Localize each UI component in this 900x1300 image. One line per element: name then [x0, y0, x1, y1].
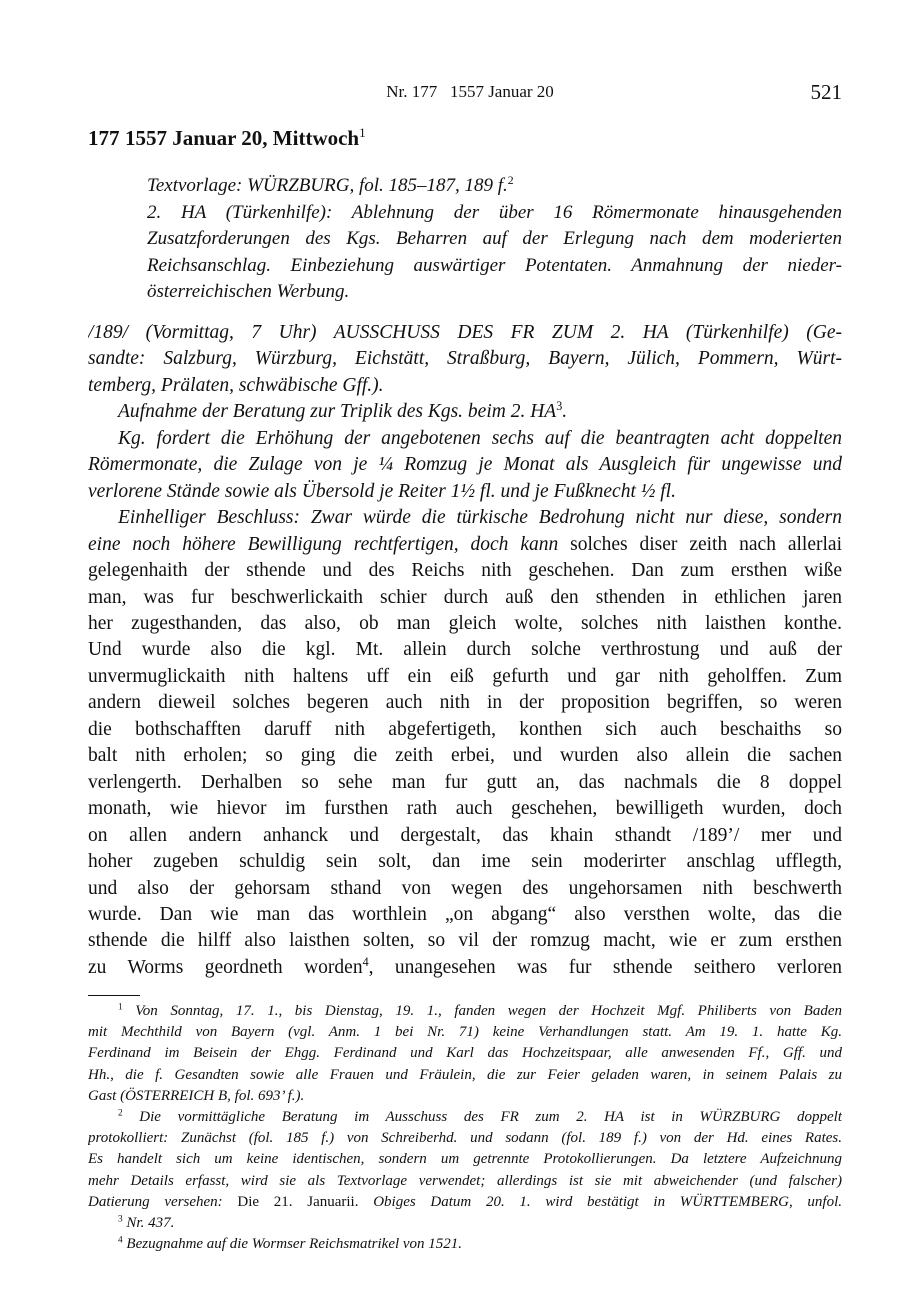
footnote-line: Gast (ÖSTERREICH B, fol. 693’ f.). [88, 1087, 305, 1104]
text-source-line [147, 173, 842, 200]
footnote-4 [88, 1234, 842, 1255]
resolution-paragraph [88, 505, 842, 981]
document-number: 177 [88, 126, 120, 150]
text-line: her zugesthanden, das also, ob man gleich wolte, solches nith laisthen konthe. [88, 612, 842, 634]
footnote-2 [88, 1107, 842, 1213]
text-line: Einhelliger Beschluss: Zwar würde die türkische Bedrohung nicht nur diese, sondern [118, 507, 842, 529]
quoted-source-lines [88, 558, 842, 955]
text-line: und also der gehorsam sthand von wegen des ungehorsamen nith beschwerth [88, 877, 842, 899]
text-line [88, 399, 842, 425]
text-line: temberg, Prälaten, schwäbische Gff.). [88, 374, 384, 396]
text-line: Und wurde also die kgl. Mt. allein durch solche verthrostung und auß der [88, 639, 842, 661]
running-title: Nr. 177 1557 Januar 20 [386, 82, 554, 101]
footnote-line: Ferdinand im Beisein der Ehgg. Ferdinand und Karl das Hochzeitspaar, alle anwesenden Ff., Gff. und [88, 1045, 842, 1062]
page-number: 521 [810, 80, 842, 104]
footnote-1 [88, 1001, 842, 1107]
footnote-line: mit Mechthild von Bayern (vgl. Anm. 1 bei Nr. 71) keine Verhandlungen statt. Am 19. 1. hatte Kg. [88, 1024, 842, 1041]
text-line [88, 532, 842, 558]
text-line: monath, wie hievor im fursthen rath auch geschehen, bewilligeth wurden, doch [88, 798, 842, 820]
text-line: hoher zugeben schuldig sein solt, dan ime sein moderirter anschlag ufflegth, [88, 851, 842, 873]
text-line: sandte: Salzburg, Würzburg, Eichstätt, Straßburg, Bayern, Jülich, Pommern, Würt- [88, 348, 842, 370]
footnote-line: mehr Details erfasst, wird sie als Textvorlage verwendet; allerdings ist sie mit abweichender (und falscher) [88, 1172, 842, 1189]
text-line: /189/ (Vormittag, 7 Uhr) AUSSCHUSS DES FR ZUM 2. HA (Türkenhilfe) (Ge- [88, 322, 842, 343]
main-text [88, 320, 842, 981]
footnote-line: Es handelt sich um keine identischen, sondern um getrennte Protokollierungen. Da letztere Aufzeichnung [88, 1151, 842, 1168]
text-line: gelegenhaith der sthende und des Reichs nith geschehen. Dan zum ersthen wiße [88, 560, 842, 582]
summary-line: 2. HA (Türkenhilfe): Ablehnung der über 16 Römermonate hinausgehenden [147, 201, 842, 223]
text-line: Kg. fordert die Erhöhung der angebotenen sechs auf die beantragten acht doppelten [118, 427, 842, 449]
summary-text: Textvorlage: WÜRZBURG, fol. 185–187, 189 f. [147, 175, 508, 196]
text-span: , unangesehen was fur sthende seithero verloren [368, 956, 842, 978]
summary-line: österreichischen Werbung. [147, 281, 350, 302]
text-span: Die vormittägliche Beratung im Ausschuss des FR zum 2. HA ist in WÜRZBURG doppelt [139, 1109, 842, 1126]
footnote-ref: 3 [556, 399, 563, 414]
text-span: . [562, 401, 568, 423]
footnote-ref: 1 [359, 125, 366, 141]
footnote-ref: 4 [362, 954, 369, 969]
text-line: man, was fur beschwerlickaith schier durch auß den sthenden in ethlichen jaren [88, 586, 842, 608]
footnote-ref: 2 [507, 173, 514, 187]
text-line: unvermuglickaith nith haltens uff ein eiß gefurth und gar nith geholffen. Zum [88, 665, 842, 687]
summary-line: Zusatzforderungen des Kgs. Beharren auf der Erlegung nach dem moderierten [147, 228, 842, 249]
text-span: Die 21. Januarii. [222, 1193, 359, 1210]
footnote-mark: 1 [118, 1002, 123, 1013]
king-demand-paragraph [88, 426, 842, 505]
footnotes [88, 1001, 842, 1255]
text-span: Aufnahme der Beratung zur Triplik des Kgs. beim 2. HA [118, 401, 557, 423]
text-span: Nr. 437. [126, 1215, 175, 1232]
footnote-line [88, 1001, 842, 1022]
footnote-mark: 4 [118, 1235, 123, 1246]
footnote-3 [88, 1213, 842, 1234]
text-line: wurde. Dan wie man das worthlein „on abgang“ also versthen wolte, das die [88, 903, 842, 925]
text-span: Datierung versehen: [88, 1193, 223, 1210]
text-line: sthende die hilff also laisthen solten, so vil der romzug macht, wie er zum ersthen [88, 930, 842, 952]
footnote-line: Hh., die f. Gesandten sowie alle Frauen und Fräulein, die zur Feier geladen waren, in seinem Palais zu [88, 1066, 842, 1083]
footnote-mark: 3 [118, 1214, 123, 1225]
document-title: 1557 Januar 20, Mittwoch [125, 126, 360, 150]
text-line: Römermonate, die Zulage von je ¼ Romzug je Monat als Ausgleich für ungewisse und [88, 454, 842, 476]
text-line: on allen andern anhanck und dergestalt, das khain sthandt /189’/ mer und [88, 824, 842, 846]
summary-regest [147, 173, 842, 306]
footnote-mark: 2 [118, 1108, 123, 1119]
summary-line: Reichsanschlag. Einbeziehung auswärtiger Potentaten. Anmahnung der nieder- [147, 254, 842, 276]
footnote-line: protokolliert: Zunächst (fol. 185 f.) von Schreiberhd. und sodann (fol. 189 f.) von der Hd. eines Rates. [88, 1130, 842, 1147]
text-span: Bezugnahme auf die Wormser Reichsmatrikel von 1521. [126, 1236, 463, 1253]
text-span: Obiges Datum 20. 1. wird bestätigt in WÜRTTEMBERG, unfol. [358, 1193, 842, 1210]
text-line: die bothschafften daruff nith abgefertigeth, konthen sich auch beschaiths so [88, 718, 842, 740]
footnote-line [88, 1192, 842, 1213]
footnote-separator [88, 995, 140, 996]
text-span: eine noch höhere Bewilligung rechtfertigen, doch kann [88, 533, 559, 555]
footnote-line [88, 1107, 842, 1128]
text-span: Von Sonntag, 17. 1., bis Dienstag, 19. 1., fanden wegen der Hochzeit Mgf. Philiberts von Baden [135, 1003, 842, 1019]
text-span: zu Worms geordneth worden [88, 956, 363, 978]
text-line: andern dieweil solches begeren auch nith in der proposition begriffen, so weren [88, 692, 842, 714]
text-line: balt nith erholen; so ging die zeith erbei, und wurden also allein die sachen [88, 745, 842, 767]
text-line: verlorene Stände sowie als Übersold je Reiter 1½ fl. und je Fußknecht ½ fl. [88, 480, 676, 502]
session-header-paragraph [88, 320, 842, 399]
text-span: solches diser zeith nach allerlai [558, 533, 842, 555]
text-line [88, 955, 842, 981]
running-header [88, 80, 842, 104]
text-line: verlengerth. Derhalben so sehe man fur gutt an, das nachmals die 8 doppel [88, 771, 842, 793]
document-heading [88, 124, 842, 152]
agenda-paragraph [88, 399, 842, 425]
